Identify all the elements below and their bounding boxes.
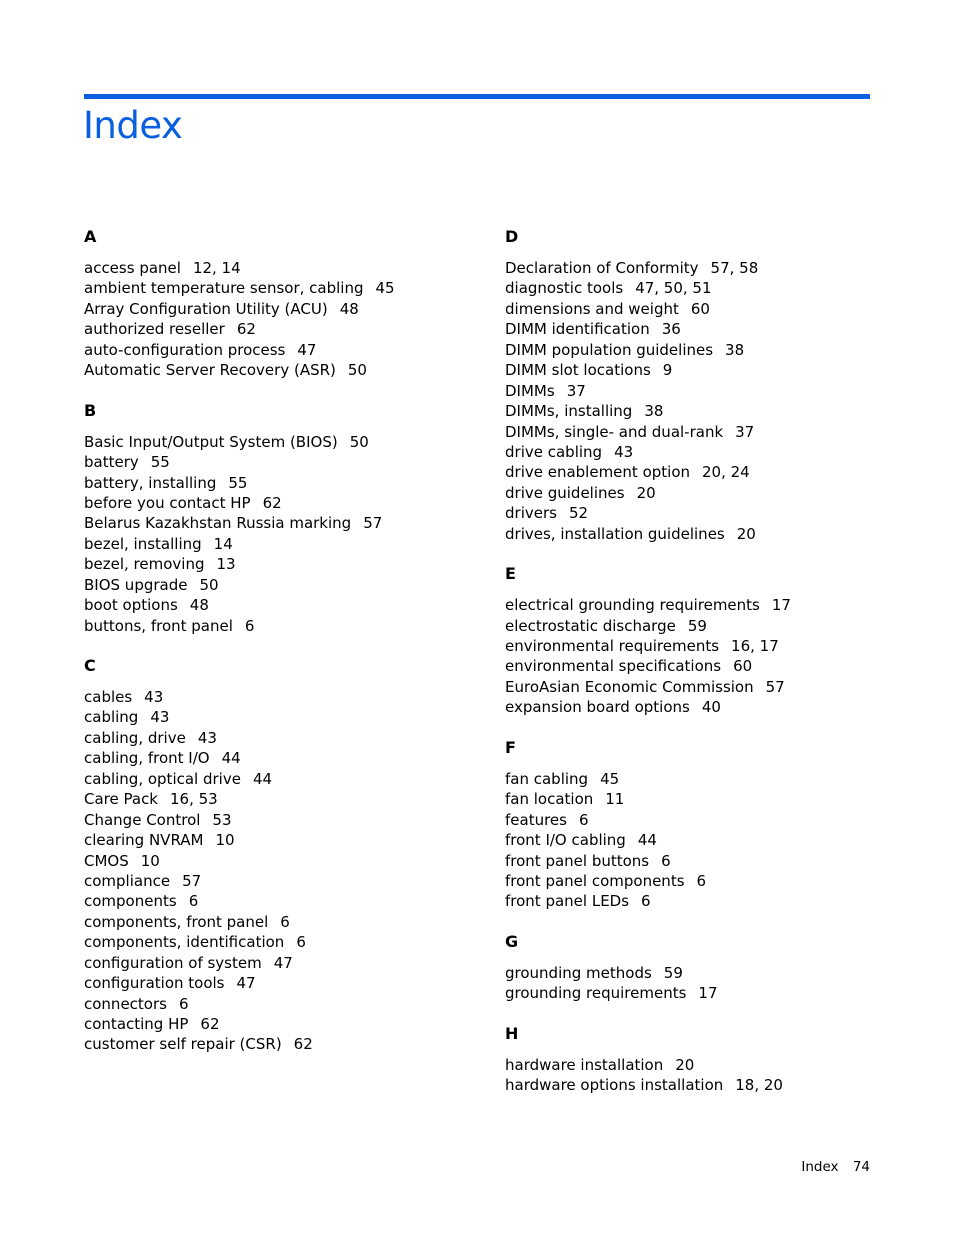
index-entry (505, 360, 905, 380)
index-section (505, 1024, 905, 1096)
index-page-ref: 20 (736, 524, 756, 543)
index-term: contacting HP (84, 1015, 189, 1033)
index-term: configuration tools (84, 974, 225, 993)
index-term: drives, installation guidelines (505, 524, 725, 543)
index-term: authorized reseller (84, 320, 225, 339)
index-page-ref: 43 (144, 688, 164, 706)
index-page-ref: 53 (212, 810, 232, 829)
index-term: CMOS (84, 851, 129, 870)
index-section (84, 401, 484, 636)
section-letter: H (505, 1023, 519, 1043)
index-term: customer self repair (CSR) (84, 1035, 282, 1054)
index-term: components (84, 892, 177, 911)
index-entry (84, 707, 484, 727)
index-page-ref: 20 (675, 1055, 695, 1074)
index-entry (84, 493, 484, 513)
index-entry (84, 595, 484, 615)
index-section (84, 656, 484, 1055)
index-page-ref: 6 (696, 871, 707, 890)
index-entries (505, 595, 905, 718)
index-page-ref: 43 (197, 728, 217, 747)
index-term: compliance (84, 871, 171, 890)
section-letter: E (505, 564, 516, 584)
index-page-ref: 48 (339, 299, 359, 318)
index-page-ref: 50 (349, 432, 369, 451)
index-entry (84, 994, 484, 1014)
index-page-ref: 45 (375, 279, 395, 298)
index-page-ref: 47, 50, 51 (635, 279, 712, 298)
index-page-ref: 43 (614, 442, 634, 461)
index-page-ref: 47 (236, 974, 256, 993)
index-page-ref: 62 (236, 320, 256, 339)
index-page-ref: 20, 24 (702, 463, 750, 482)
index-entry (505, 299, 905, 319)
index-term: environmental specifications (505, 657, 722, 676)
index-page-ref: 37 (735, 422, 755, 441)
index-entry (505, 483, 905, 503)
index-term: Belarus Kazakhstan Russia marking (84, 514, 352, 533)
index-entry (84, 1014, 484, 1034)
section-letter: B (84, 400, 97, 420)
index-entry (505, 636, 905, 656)
index-page-ref: 47 (297, 340, 317, 359)
index-entry (505, 524, 905, 544)
index-entry (84, 1034, 484, 1054)
index-entry (505, 697, 905, 717)
index-entry (84, 258, 484, 278)
index-page-ref: 6 (661, 851, 671, 870)
index-term: drivers (505, 504, 557, 523)
index-entry (84, 360, 484, 380)
index-entry (505, 656, 905, 676)
index-term: DIMMs, single- and dual-rank (505, 422, 724, 441)
index-page-ref: 52 (568, 504, 589, 523)
index-page-ref: 18, 20 (735, 1076, 783, 1095)
index-term: clearing NVRAM (84, 831, 204, 850)
index-term: front panel LEDs (505, 892, 630, 911)
index-entry (84, 340, 484, 360)
index-page-ref: 48 (189, 596, 209, 615)
index-term: front panel buttons (505, 851, 650, 870)
index-entry (84, 319, 484, 339)
index-page-ref: 16, 53 (170, 790, 218, 809)
index-entries (505, 963, 905, 1004)
index-term: cabling, optical drive (84, 769, 241, 788)
index-entry (84, 728, 484, 748)
index-entry (84, 534, 484, 554)
index-entry (84, 789, 484, 809)
index-term: components, front panel (84, 912, 269, 931)
index-entry (505, 503, 905, 523)
index-entry (84, 616, 484, 636)
index-entry (84, 932, 484, 952)
index-term: components, identification (84, 933, 285, 952)
index-entry (84, 473, 484, 493)
index-term: DIMM population guidelines (505, 340, 714, 359)
index-entry (505, 319, 905, 339)
index-term: boot options (84, 596, 178, 615)
index-entry (505, 851, 905, 871)
index-page-ref: 59 (687, 616, 707, 635)
index-page-ref: 57 (765, 677, 785, 696)
index-entries (505, 769, 905, 912)
index-entry (505, 1075, 905, 1095)
index-term: battery (84, 453, 139, 472)
index-page-ref: 38 (725, 340, 745, 359)
index-term: drive guidelines (505, 483, 625, 502)
index-term: cabling (84, 708, 139, 727)
index-term: configuration of system (84, 953, 262, 972)
section-letter: A (84, 227, 97, 246)
index-section (84, 227, 484, 381)
index-term: cabling, front I/O (84, 749, 210, 768)
index-term: before you contact HP (84, 493, 251, 512)
index-term: front panel components (505, 871, 685, 890)
index-entry (505, 983, 905, 1003)
index-entry (505, 789, 905, 809)
index-term: Change Control (84, 810, 201, 829)
index-term: dimensions and weight (505, 299, 679, 318)
index-term: hardware installation (505, 1055, 664, 1074)
index-term: electrostatic discharge (505, 616, 676, 635)
index-entry (505, 769, 905, 789)
index-section (505, 932, 905, 1004)
index-page-ref: 6 (188, 892, 199, 911)
index-page-ref: 6 (280, 912, 290, 931)
page-number: 74 (852, 1159, 870, 1175)
index-term: Automatic Server Recovery (ASR) (84, 361, 336, 380)
index-entry (84, 891, 484, 911)
index-entry (84, 871, 484, 891)
index-term: features (505, 810, 567, 829)
index-term: diagnostic tools (505, 279, 624, 298)
index-entry (505, 963, 905, 983)
index-term: auto-configuration process (84, 340, 286, 359)
index-term: DIMMs (505, 381, 555, 400)
index-column-right (505, 222, 905, 1116)
index-page-ref: 43 (150, 708, 170, 727)
index-page-ref: 44 (637, 831, 657, 850)
index-page-ref: 44 (221, 749, 241, 768)
index-page-ref: 62 (200, 1015, 220, 1033)
index-entry (84, 973, 484, 993)
index-term: access panel (84, 259, 181, 277)
index-entry (505, 810, 905, 830)
index-term: electrical grounding requirements (505, 596, 760, 615)
index-page-ref: 6 (296, 933, 306, 952)
index-term: cables (84, 688, 133, 706)
index-page-ref: 60 (690, 299, 710, 318)
index-entry (84, 810, 484, 830)
index-page-ref: 36 (661, 320, 681, 339)
index-term: drive cabling (505, 442, 603, 461)
index-term: BIOS upgrade (84, 575, 188, 594)
index-page-ref: 44 (252, 769, 273, 788)
index-entries (505, 258, 905, 544)
index-term: Array Configuration Utility (ACU) (84, 299, 328, 318)
index-term: fan location (505, 790, 594, 809)
index-page-ref: 16, 17 (731, 637, 779, 655)
index-page-ref: 10 (215, 831, 235, 850)
index-term: grounding requirements (505, 984, 687, 1003)
page-title: Index (83, 104, 183, 147)
index-entry (505, 401, 905, 421)
index-entries (84, 687, 484, 1055)
title-rule (84, 94, 870, 99)
index-term: Basic Input/Output System (BIOS) (84, 432, 338, 451)
index-entry (84, 299, 484, 319)
index-term: hardware options installation (505, 1076, 724, 1095)
index-entry (84, 769, 484, 789)
index-entry (84, 912, 484, 932)
index-term: cabling, drive (84, 728, 186, 747)
index-term: grounding methods (505, 963, 652, 982)
index-term: front I/O cabling (505, 831, 626, 850)
index-page-ref: 60 (733, 657, 753, 676)
index-entry (84, 554, 484, 574)
index-entry (505, 616, 905, 636)
index-entry (505, 677, 905, 697)
index-page-ref: 55 (228, 473, 248, 492)
index-page-ref: 9 (662, 361, 673, 380)
index-term: Care Pack (84, 790, 158, 809)
index-page-ref: 59 (663, 963, 683, 982)
index-page-ref: 20 (636, 483, 656, 502)
index-page-ref: 62 (293, 1035, 313, 1054)
index-term: buttons, front panel (84, 616, 233, 635)
index-page-ref: 12, 14 (192, 259, 241, 277)
index-term: drive enablement option (505, 463, 691, 482)
index-entry (505, 340, 905, 360)
index-term: bezel, removing (84, 555, 205, 574)
index-entries (84, 432, 484, 636)
index-term: expansion board options (505, 698, 690, 717)
index-entry (84, 452, 484, 472)
index-page-ref: 17 (771, 596, 791, 615)
index-page-ref: 57 (182, 871, 202, 890)
index-entry (84, 513, 484, 533)
index-entries (84, 258, 484, 381)
index-page-ref: 11 (605, 790, 625, 809)
index-term: fan cabling (505, 769, 589, 788)
index-page-ref: 55 (150, 453, 170, 472)
index-term: EuroAsian Economic Commission (505, 677, 754, 696)
index-entry (505, 595, 905, 615)
index-page-ref: 6 (178, 994, 189, 1013)
index-entry (505, 278, 905, 298)
index-entry (505, 258, 905, 278)
index-page-ref: 47 (273, 953, 293, 972)
index-section (505, 227, 905, 544)
index-term: DIMM identification (505, 320, 650, 339)
index-term: environmental requirements (505, 637, 720, 655)
index-term: bezel, installing (84, 534, 202, 553)
index-entry (505, 422, 905, 442)
index-entry (84, 575, 484, 595)
index-page-ref: 6 (244, 616, 255, 635)
index-entries (505, 1055, 905, 1096)
index-page-ref: 62 (262, 493, 282, 512)
index-entry (84, 432, 484, 452)
index-page-ref: 45 (600, 769, 620, 788)
index-entry (84, 748, 484, 768)
index-entry (84, 953, 484, 973)
index-entry (505, 871, 905, 891)
footer-label: Index (801, 1159, 839, 1175)
index-entry (505, 891, 905, 911)
page-footer (801, 1158, 870, 1176)
index-section (505, 564, 905, 718)
index-entry (84, 830, 484, 850)
index-page-ref: 38 (644, 402, 664, 421)
index-entry (84, 687, 484, 707)
index-term: connectors (84, 994, 167, 1013)
section-letter: C (84, 656, 96, 675)
index-entry (84, 278, 484, 298)
index-page-ref: 57 (363, 514, 383, 533)
index-page-ref: 13 (216, 555, 236, 574)
index-page-ref: 6 (641, 892, 651, 911)
index-term: battery, installing (84, 473, 217, 492)
index-entry (505, 1055, 905, 1075)
index-page-ref: 37 (566, 381, 586, 400)
index-entry (84, 851, 484, 871)
index-page-ref: 10 (140, 851, 160, 870)
index-term: ambient temperature sensor, cabling (84, 279, 364, 298)
index-entry (505, 442, 905, 462)
index-page-ref: 57, 58 (710, 259, 759, 277)
index-term: DIMM slot locations (505, 361, 651, 380)
index-page-ref: 50 (199, 575, 219, 594)
index-page-ref: 50 (347, 361, 367, 380)
index-page-ref: 14 (213, 534, 233, 553)
index-entry (505, 462, 905, 482)
index-entry (505, 381, 905, 401)
index-section (505, 738, 905, 912)
section-letter: F (505, 737, 516, 757)
index-page-ref: 17 (698, 984, 718, 1003)
index-term: Declaration of Conformity (505, 259, 699, 277)
index-page-ref: 40 (701, 698, 721, 717)
index-entry (505, 830, 905, 850)
section-letter: G (505, 931, 519, 951)
section-letter: D (505, 227, 519, 246)
index-column-left (84, 222, 484, 1075)
index-term: DIMMs, installing (505, 402, 633, 421)
index-page-ref: 6 (578, 810, 589, 829)
